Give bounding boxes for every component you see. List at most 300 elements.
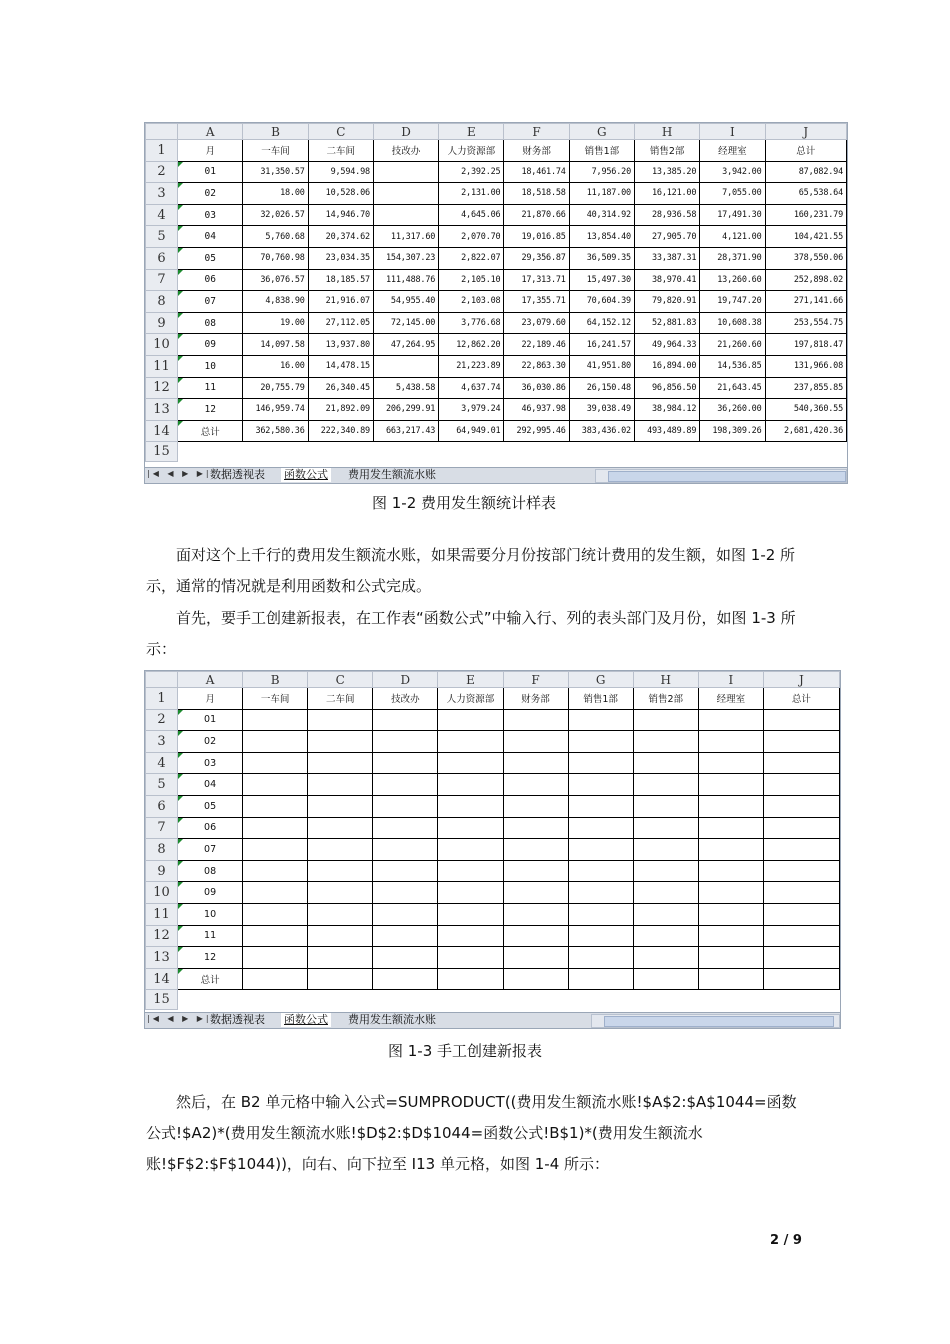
data-cell[interactable] xyxy=(763,709,839,731)
row-header[interactable]: 10 xyxy=(146,334,178,356)
data-cell[interactable]: 11 xyxy=(178,377,243,399)
column-header-h[interactable]: H xyxy=(633,672,698,688)
data-cell[interactable]: 05 xyxy=(178,247,243,269)
data-cell[interactable] xyxy=(698,903,763,925)
data-cell[interactable]: 13,260.60 xyxy=(700,269,765,291)
tab-function-formula[interactable]: 函数公式 xyxy=(281,468,331,482)
data-cell[interactable]: 10,528.06 xyxy=(308,183,373,205)
row-header[interactable]: 14 xyxy=(146,420,178,442)
data-cell[interactable]: 154,307.23 xyxy=(373,247,438,269)
data-cell[interactable]: 104,421.55 xyxy=(765,226,846,248)
data-cell[interactable] xyxy=(373,882,438,904)
header-cell[interactable]: 总计 xyxy=(763,688,839,710)
data-cell[interactable] xyxy=(503,903,568,925)
data-cell[interactable] xyxy=(438,817,503,839)
data-cell[interactable] xyxy=(373,204,438,226)
data-cell[interactable]: 3,776.68 xyxy=(439,312,504,334)
data-cell[interactable]: 2,070.70 xyxy=(439,226,504,248)
row-header[interactable]: 11 xyxy=(146,903,178,925)
column-header-d[interactable]: D xyxy=(373,672,438,688)
data-cell[interactable]: 27,112.05 xyxy=(308,312,373,334)
row-header[interactable]: 13 xyxy=(146,947,178,969)
column-header-d[interactable]: D xyxy=(373,124,438,140)
column-header-b[interactable]: B xyxy=(243,124,308,140)
data-cell[interactable]: 07 xyxy=(178,839,243,861)
data-cell[interactable] xyxy=(308,752,373,774)
data-cell[interactable]: 22,189.46 xyxy=(504,334,569,356)
row-header[interactable]: 2 xyxy=(146,161,178,183)
column-header-i[interactable]: I xyxy=(698,672,763,688)
column-header-c[interactable]: C xyxy=(308,672,373,688)
select-all-corner[interactable] xyxy=(146,124,178,140)
column-header-f[interactable]: F xyxy=(503,672,568,688)
data-cell[interactable] xyxy=(243,990,308,1010)
data-cell[interactable]: 06 xyxy=(178,269,243,291)
data-cell[interactable] xyxy=(700,442,765,462)
data-cell[interactable] xyxy=(373,442,438,462)
data-cell[interactable] xyxy=(503,774,568,796)
data-cell[interactable] xyxy=(568,774,633,796)
data-cell[interactable]: 12 xyxy=(178,947,243,969)
scrollbar-thumb[interactable] xyxy=(608,471,846,482)
data-cell[interactable] xyxy=(373,968,438,990)
data-cell[interactable] xyxy=(373,731,438,753)
row-header[interactable]: 12 xyxy=(146,377,178,399)
column-header-j[interactable]: J xyxy=(763,672,839,688)
data-cell[interactable]: 01 xyxy=(178,161,243,183)
data-cell[interactable]: 08 xyxy=(178,312,243,334)
data-cell[interactable]: 70,760.98 xyxy=(243,247,308,269)
data-cell[interactable] xyxy=(503,795,568,817)
data-cell[interactable]: 21,892.09 xyxy=(308,399,373,421)
data-cell[interactable]: 18,518.58 xyxy=(504,183,569,205)
data-cell[interactable]: 10 xyxy=(178,903,243,925)
row-header[interactable]: 13 xyxy=(146,399,178,421)
header-cell[interactable]: 月 xyxy=(178,688,243,710)
data-cell[interactable]: 198,309.26 xyxy=(700,420,765,442)
data-cell[interactable] xyxy=(308,903,373,925)
data-cell[interactable] xyxy=(308,731,373,753)
data-cell[interactable]: 64,152.12 xyxy=(569,312,634,334)
row-header[interactable]: 15 xyxy=(146,990,178,1010)
data-cell[interactable]: 253,554.75 xyxy=(765,312,846,334)
row-header[interactable]: 12 xyxy=(146,925,178,947)
data-cell[interactable] xyxy=(698,731,763,753)
data-cell[interactable]: 18,185.57 xyxy=(308,269,373,291)
data-cell[interactable] xyxy=(568,839,633,861)
data-cell[interactable]: 26,150.48 xyxy=(569,377,634,399)
data-cell[interactable] xyxy=(503,709,568,731)
row-header[interactable]: 11 xyxy=(146,355,178,377)
data-cell[interactable] xyxy=(438,882,503,904)
row-header[interactable]: 8 xyxy=(146,291,178,313)
data-cell[interactable]: 16,241.57 xyxy=(569,334,634,356)
data-cell[interactable] xyxy=(763,817,839,839)
data-cell[interactable]: 252,898.02 xyxy=(765,269,846,291)
data-cell[interactable] xyxy=(763,795,839,817)
header-cell[interactable]: 销售2部 xyxy=(634,140,699,162)
header-cell[interactable]: 二车间 xyxy=(308,140,373,162)
data-cell[interactable] xyxy=(568,968,633,990)
data-cell[interactable]: 总计 xyxy=(178,420,243,442)
data-cell[interactable] xyxy=(763,774,839,796)
header-cell[interactable]: 人力资源部 xyxy=(438,688,503,710)
data-cell[interactable]: 2,681,420.36 xyxy=(765,420,846,442)
data-cell[interactable]: 38,984.12 xyxy=(634,399,699,421)
data-cell[interactable]: 49,964.33 xyxy=(634,334,699,356)
data-cell[interactable] xyxy=(698,709,763,731)
data-cell[interactable]: 10 xyxy=(178,355,243,377)
data-cell[interactable]: 14,946.70 xyxy=(308,204,373,226)
data-cell[interactable] xyxy=(568,990,633,1010)
data-cell[interactable] xyxy=(765,442,846,462)
data-cell[interactable]: 12,862.20 xyxy=(439,334,504,356)
data-cell[interactable] xyxy=(438,925,503,947)
data-cell[interactable]: 4,121.00 xyxy=(700,226,765,248)
data-cell[interactable]: 23,079.60 xyxy=(504,312,569,334)
row-header[interactable]: 2 xyxy=(146,709,178,731)
data-cell[interactable] xyxy=(503,839,568,861)
row-header[interactable]: 3 xyxy=(146,183,178,205)
row-header[interactable]: 7 xyxy=(146,817,178,839)
data-cell[interactable] xyxy=(633,839,698,861)
data-cell[interactable]: 5,438.58 xyxy=(373,377,438,399)
data-cell[interactable]: 9,594.98 xyxy=(308,161,373,183)
data-cell[interactable] xyxy=(308,925,373,947)
data-cell[interactable] xyxy=(634,442,699,462)
data-cell[interactable] xyxy=(698,925,763,947)
data-cell[interactable]: 13,937.80 xyxy=(308,334,373,356)
data-cell[interactable]: 13,854.40 xyxy=(569,226,634,248)
data-cell[interactable] xyxy=(633,752,698,774)
data-cell[interactable] xyxy=(503,752,568,774)
data-cell[interactable] xyxy=(308,774,373,796)
data-cell[interactable]: 41,951.80 xyxy=(569,355,634,377)
data-cell[interactable] xyxy=(763,731,839,753)
data-cell[interactable] xyxy=(438,947,503,969)
data-cell[interactable]: 09 xyxy=(178,334,243,356)
data-cell[interactable] xyxy=(438,968,503,990)
data-cell[interactable] xyxy=(763,990,839,1010)
data-cell[interactable]: 17,313.71 xyxy=(504,269,569,291)
data-cell[interactable] xyxy=(698,947,763,969)
data-cell[interactable]: 14,097.58 xyxy=(243,334,308,356)
header-cell[interactable]: 二车间 xyxy=(308,688,373,710)
header-cell[interactable]: 技改办 xyxy=(373,688,438,710)
data-cell[interactable] xyxy=(308,860,373,882)
data-cell[interactable]: 22,863.30 xyxy=(504,355,569,377)
data-cell[interactable] xyxy=(568,925,633,947)
data-cell[interactable] xyxy=(308,709,373,731)
header-cell[interactable]: 经理室 xyxy=(698,688,763,710)
data-cell[interactable]: 15,497.30 xyxy=(569,269,634,291)
data-cell[interactable]: 11,187.00 xyxy=(569,183,634,205)
data-cell[interactable] xyxy=(243,442,308,462)
data-cell[interactable] xyxy=(763,903,839,925)
data-cell[interactable]: 33,387.31 xyxy=(634,247,699,269)
data-cell[interactable] xyxy=(503,817,568,839)
data-cell[interactable]: 26,340.45 xyxy=(308,377,373,399)
data-cell[interactable] xyxy=(308,817,373,839)
data-cell[interactable] xyxy=(633,731,698,753)
data-cell[interactable]: 08 xyxy=(178,860,243,882)
column-header-i[interactable]: I xyxy=(700,124,765,140)
data-cell[interactable] xyxy=(763,860,839,882)
data-cell[interactable]: 31,350.57 xyxy=(243,161,308,183)
data-cell[interactable]: 493,489.89 xyxy=(634,420,699,442)
row-header[interactable]: 1 xyxy=(146,140,178,162)
data-cell[interactable]: 19,747.20 xyxy=(700,291,765,313)
select-all-corner[interactable] xyxy=(146,672,178,688)
data-cell[interactable]: 04 xyxy=(178,226,243,248)
data-cell[interactable]: 03 xyxy=(178,752,243,774)
header-cell[interactable]: 人力资源部 xyxy=(439,140,504,162)
data-cell[interactable] xyxy=(243,752,308,774)
data-cell[interactable] xyxy=(243,817,308,839)
data-cell[interactable]: 04 xyxy=(178,774,243,796)
data-cell[interactable]: 3,979.24 xyxy=(439,399,504,421)
data-cell[interactable] xyxy=(373,795,438,817)
data-cell[interactable]: 29,356.87 xyxy=(504,247,569,269)
data-cell[interactable] xyxy=(698,860,763,882)
data-cell[interactable]: 03 xyxy=(178,204,243,226)
data-cell[interactable] xyxy=(243,925,308,947)
data-cell[interactable]: 197,818.47 xyxy=(765,334,846,356)
data-cell[interactable]: 02 xyxy=(178,731,243,753)
data-cell[interactable] xyxy=(633,774,698,796)
column-header-c[interactable]: C xyxy=(308,124,373,140)
data-cell[interactable]: 87,082.94 xyxy=(765,161,846,183)
data-cell[interactable] xyxy=(633,990,698,1010)
data-cell[interactable] xyxy=(438,709,503,731)
data-cell[interactable] xyxy=(633,882,698,904)
data-cell[interactable] xyxy=(763,968,839,990)
data-cell[interactable]: 21,260.60 xyxy=(700,334,765,356)
data-cell[interactable] xyxy=(243,709,308,731)
data-cell[interactable] xyxy=(568,882,633,904)
row-header[interactable]: 10 xyxy=(146,882,178,904)
data-cell[interactable] xyxy=(308,990,373,1010)
data-cell[interactable] xyxy=(438,839,503,861)
data-cell[interactable] xyxy=(373,903,438,925)
data-cell[interactable] xyxy=(308,839,373,861)
data-cell[interactable]: 16,894.00 xyxy=(634,355,699,377)
data-cell[interactable] xyxy=(698,882,763,904)
data-cell[interactable] xyxy=(698,968,763,990)
data-cell[interactable] xyxy=(503,990,568,1010)
column-header-g[interactable]: G xyxy=(569,124,634,140)
data-cell[interactable] xyxy=(373,709,438,731)
data-cell[interactable]: 11,317.60 xyxy=(373,226,438,248)
data-cell[interactable]: 16.00 xyxy=(243,355,308,377)
header-cell[interactable]: 销售2部 xyxy=(633,688,698,710)
data-cell[interactable]: 12 xyxy=(178,399,243,421)
data-cell[interactable] xyxy=(438,731,503,753)
row-header[interactable]: 1 xyxy=(146,688,178,710)
row-header[interactable]: 15 xyxy=(146,442,178,462)
tab-function-formula-2[interactable]: 函数公式 xyxy=(281,1013,331,1027)
data-cell[interactable] xyxy=(763,947,839,969)
data-cell[interactable]: 47,264.95 xyxy=(373,334,438,356)
data-cell[interactable]: 32,026.57 xyxy=(243,204,308,226)
data-cell[interactable]: 7,956.20 xyxy=(569,161,634,183)
data-cell[interactable]: 2,103.08 xyxy=(439,291,504,313)
data-cell[interactable]: 96,856.50 xyxy=(634,377,699,399)
data-cell[interactable]: 54,955.40 xyxy=(373,291,438,313)
data-cell[interactable] xyxy=(503,968,568,990)
data-cell[interactable] xyxy=(568,860,633,882)
data-cell[interactable] xyxy=(503,860,568,882)
data-cell[interactable]: 160,231.79 xyxy=(765,204,846,226)
data-cell[interactable]: 21,643.45 xyxy=(700,377,765,399)
data-cell[interactable] xyxy=(308,947,373,969)
data-cell[interactable] xyxy=(373,925,438,947)
row-header[interactable]: 6 xyxy=(146,795,178,817)
data-cell[interactable] xyxy=(308,442,373,462)
scrollbar-thumb-2[interactable] xyxy=(604,1016,834,1027)
data-cell[interactable]: 146,959.74 xyxy=(243,399,308,421)
data-cell[interactable]: 362,580.36 xyxy=(243,420,308,442)
data-cell[interactable]: 2,392.25 xyxy=(439,161,504,183)
header-cell[interactable]: 销售1部 xyxy=(568,688,633,710)
data-cell[interactable] xyxy=(763,839,839,861)
header-cell[interactable]: 总计 xyxy=(765,140,846,162)
data-cell[interactable] xyxy=(568,709,633,731)
data-cell[interactable]: 20,374.62 xyxy=(308,226,373,248)
data-cell[interactable]: 07 xyxy=(178,291,243,313)
data-cell[interactable]: 131,966.08 xyxy=(765,355,846,377)
data-cell[interactable] xyxy=(438,860,503,882)
sheet-nav-buttons-2[interactable]: |◀ ◀ ▶ ▶| xyxy=(147,1014,212,1023)
data-cell[interactable] xyxy=(243,968,308,990)
header-cell[interactable]: 经理室 xyxy=(700,140,765,162)
row-header[interactable]: 9 xyxy=(146,312,178,334)
data-cell[interactable] xyxy=(438,774,503,796)
data-cell[interactable]: 21,870.66 xyxy=(504,204,569,226)
data-cell[interactable]: 21,223.89 xyxy=(439,355,504,377)
data-cell[interactable] xyxy=(373,752,438,774)
column-header-h[interactable]: H xyxy=(634,124,699,140)
data-cell[interactable]: 2,131.00 xyxy=(439,183,504,205)
column-header-b[interactable]: B xyxy=(243,672,308,688)
row-header[interactable]: 7 xyxy=(146,269,178,291)
data-cell[interactable] xyxy=(763,882,839,904)
data-cell[interactable]: 222,340.89 xyxy=(308,420,373,442)
row-header[interactable]: 5 xyxy=(146,226,178,248)
data-cell[interactable] xyxy=(373,183,438,205)
row-header[interactable]: 3 xyxy=(146,731,178,753)
row-header[interactable]: 6 xyxy=(146,247,178,269)
data-cell[interactable]: 38,970.41 xyxy=(634,269,699,291)
data-cell[interactable]: 4,645.06 xyxy=(439,204,504,226)
data-cell[interactable] xyxy=(503,731,568,753)
data-cell[interactable]: 18.00 xyxy=(243,183,308,205)
data-cell[interactable]: 11 xyxy=(178,925,243,947)
sheet-nav-buttons[interactable]: |◀ ◀ ▶ ▶| xyxy=(147,469,212,478)
column-header-g[interactable]: G xyxy=(568,672,633,688)
data-cell[interactable]: 01 xyxy=(178,709,243,731)
data-cell[interactable] xyxy=(438,990,503,1010)
data-cell[interactable]: 540,360.55 xyxy=(765,399,846,421)
data-cell[interactable] xyxy=(568,903,633,925)
data-cell[interactable] xyxy=(438,795,503,817)
data-cell[interactable] xyxy=(308,882,373,904)
data-cell[interactable] xyxy=(633,968,698,990)
data-cell[interactable] xyxy=(569,442,634,462)
data-cell[interactable]: 36,030.86 xyxy=(504,377,569,399)
data-cell[interactable] xyxy=(243,903,308,925)
data-cell[interactable] xyxy=(504,442,569,462)
column-header-e[interactable]: E xyxy=(439,124,504,140)
column-header-f[interactable]: F xyxy=(504,124,569,140)
data-cell[interactable]: 5,760.68 xyxy=(243,226,308,248)
header-cell[interactable]: 月 xyxy=(178,140,243,162)
column-header-a[interactable]: A xyxy=(178,124,243,140)
data-cell[interactable]: 09 xyxy=(178,882,243,904)
data-cell[interactable]: 2,822.07 xyxy=(439,247,504,269)
header-cell[interactable]: 技改办 xyxy=(373,140,438,162)
data-cell[interactable] xyxy=(243,882,308,904)
data-cell[interactable]: 36,076.57 xyxy=(243,269,308,291)
data-cell[interactable]: 19,016.85 xyxy=(504,226,569,248)
row-header[interactable]: 5 xyxy=(146,774,178,796)
data-cell[interactable]: 16,121.00 xyxy=(634,183,699,205)
data-cell[interactable] xyxy=(373,355,438,377)
data-cell[interactable]: 40,314.92 xyxy=(569,204,634,226)
data-cell[interactable] xyxy=(373,839,438,861)
data-cell[interactable] xyxy=(373,774,438,796)
data-cell[interactable]: 02 xyxy=(178,183,243,205)
data-cell[interactable]: 292,995.46 xyxy=(504,420,569,442)
tab-expense-ledger-2[interactable]: 费用发生额流水账 xyxy=(348,1013,436,1026)
data-cell[interactable] xyxy=(633,903,698,925)
data-cell[interactable]: 3,942.00 xyxy=(700,161,765,183)
tab-expense-ledger[interactable]: 费用发生额流水账 xyxy=(348,468,436,481)
data-cell[interactable]: 383,436.02 xyxy=(569,420,634,442)
data-cell[interactable]: 17,491.30 xyxy=(700,204,765,226)
data-cell[interactable]: 271,141.66 xyxy=(765,291,846,313)
data-cell[interactable] xyxy=(698,817,763,839)
row-header[interactable]: 8 xyxy=(146,839,178,861)
data-cell[interactable] xyxy=(633,817,698,839)
header-cell[interactable]: 销售1部 xyxy=(569,140,634,162)
data-cell[interactable] xyxy=(178,442,243,462)
data-cell[interactable] xyxy=(698,839,763,861)
data-cell[interactable] xyxy=(373,990,438,1010)
data-cell[interactable] xyxy=(373,161,438,183)
data-cell[interactable]: 17,355.71 xyxy=(504,291,569,313)
data-cell[interactable] xyxy=(243,860,308,882)
data-cell[interactable]: 65,538.64 xyxy=(765,183,846,205)
row-header[interactable]: 4 xyxy=(146,204,178,226)
data-cell[interactable]: 19.00 xyxy=(243,312,308,334)
data-cell[interactable] xyxy=(373,947,438,969)
data-cell[interactable] xyxy=(373,860,438,882)
data-cell[interactable]: 36,509.35 xyxy=(569,247,634,269)
row-header[interactable]: 4 xyxy=(146,752,178,774)
horizontal-scrollbar-2[interactable] xyxy=(591,1014,840,1028)
header-cell[interactable]: 财务部 xyxy=(503,688,568,710)
data-cell[interactable] xyxy=(243,795,308,817)
data-cell[interactable]: 27,905.70 xyxy=(634,226,699,248)
data-cell[interactable]: 18,461.74 xyxy=(504,161,569,183)
data-cell[interactable]: 663,217.43 xyxy=(373,420,438,442)
tab-pivot-table-2[interactable]: 数据透视表 xyxy=(210,1013,265,1026)
row-header[interactable]: 9 xyxy=(146,860,178,882)
data-cell[interactable] xyxy=(373,817,438,839)
data-cell[interactable]: 378,550.06 xyxy=(765,247,846,269)
horizontal-scrollbar[interactable] xyxy=(595,469,847,483)
